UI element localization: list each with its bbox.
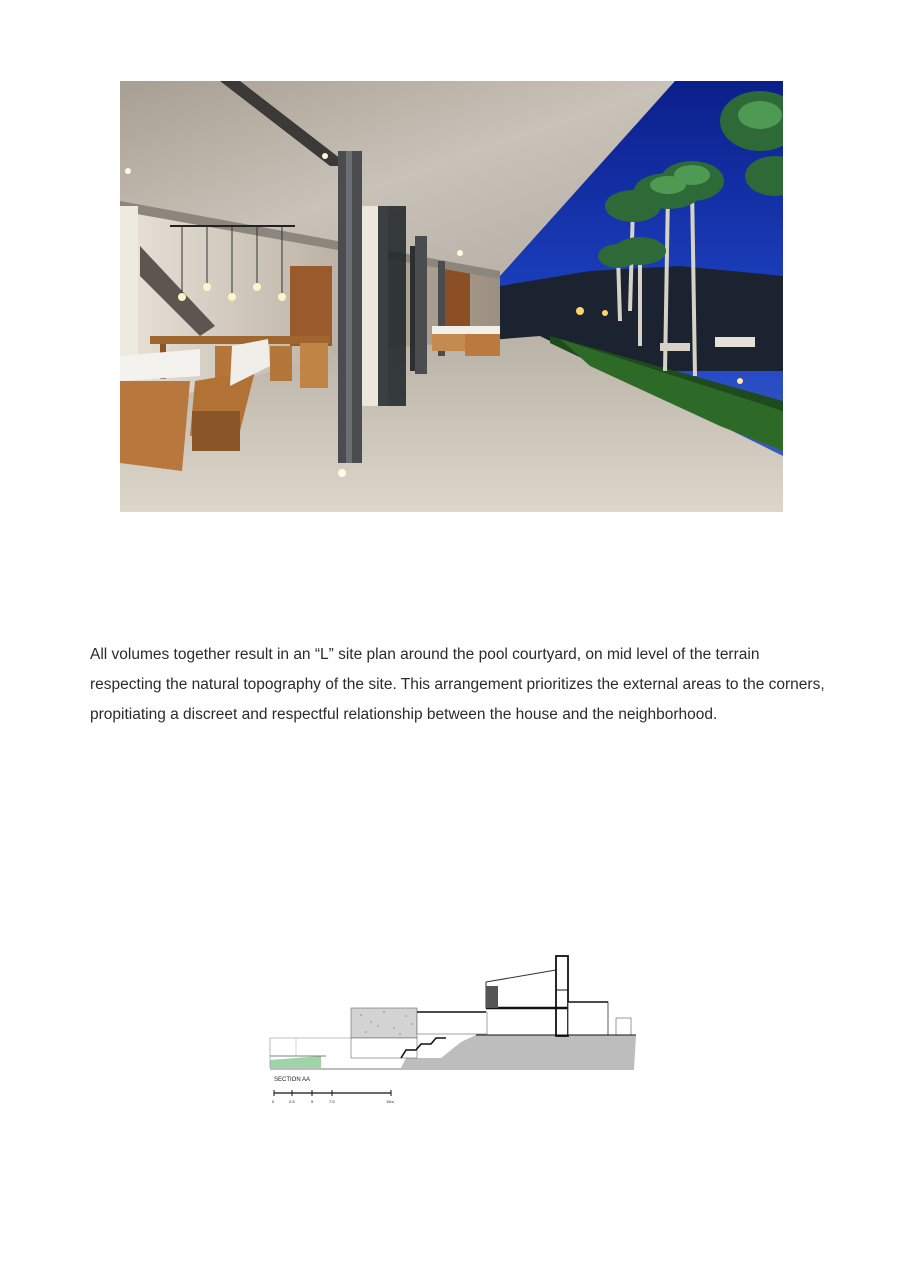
scale-label: 15m xyxy=(386,1099,394,1104)
terrain-fill xyxy=(270,1035,636,1070)
house-terrace-photo xyxy=(120,81,783,512)
scale-label: 0 xyxy=(272,1099,275,1104)
body-paragraph: All volumes together result in an “L” site plan around the pool courtyard, on mid level of the terrain respecting the natural topography of the site. This arrangement prioritizes the external areas to the corners, propitiating a discreet and respectful relationship between the house and the neighborhood. xyxy=(90,646,825,723)
scale-label: 5 xyxy=(311,1099,314,1104)
scale-label: 2.5 xyxy=(289,1099,295,1104)
scale-label: 7.5 xyxy=(329,1099,335,1104)
pool xyxy=(270,1056,321,1068)
section-aa-drawing xyxy=(266,950,638,1110)
scale-bar xyxy=(274,1090,391,1096)
section-title: SECTION AA xyxy=(274,1077,311,1083)
